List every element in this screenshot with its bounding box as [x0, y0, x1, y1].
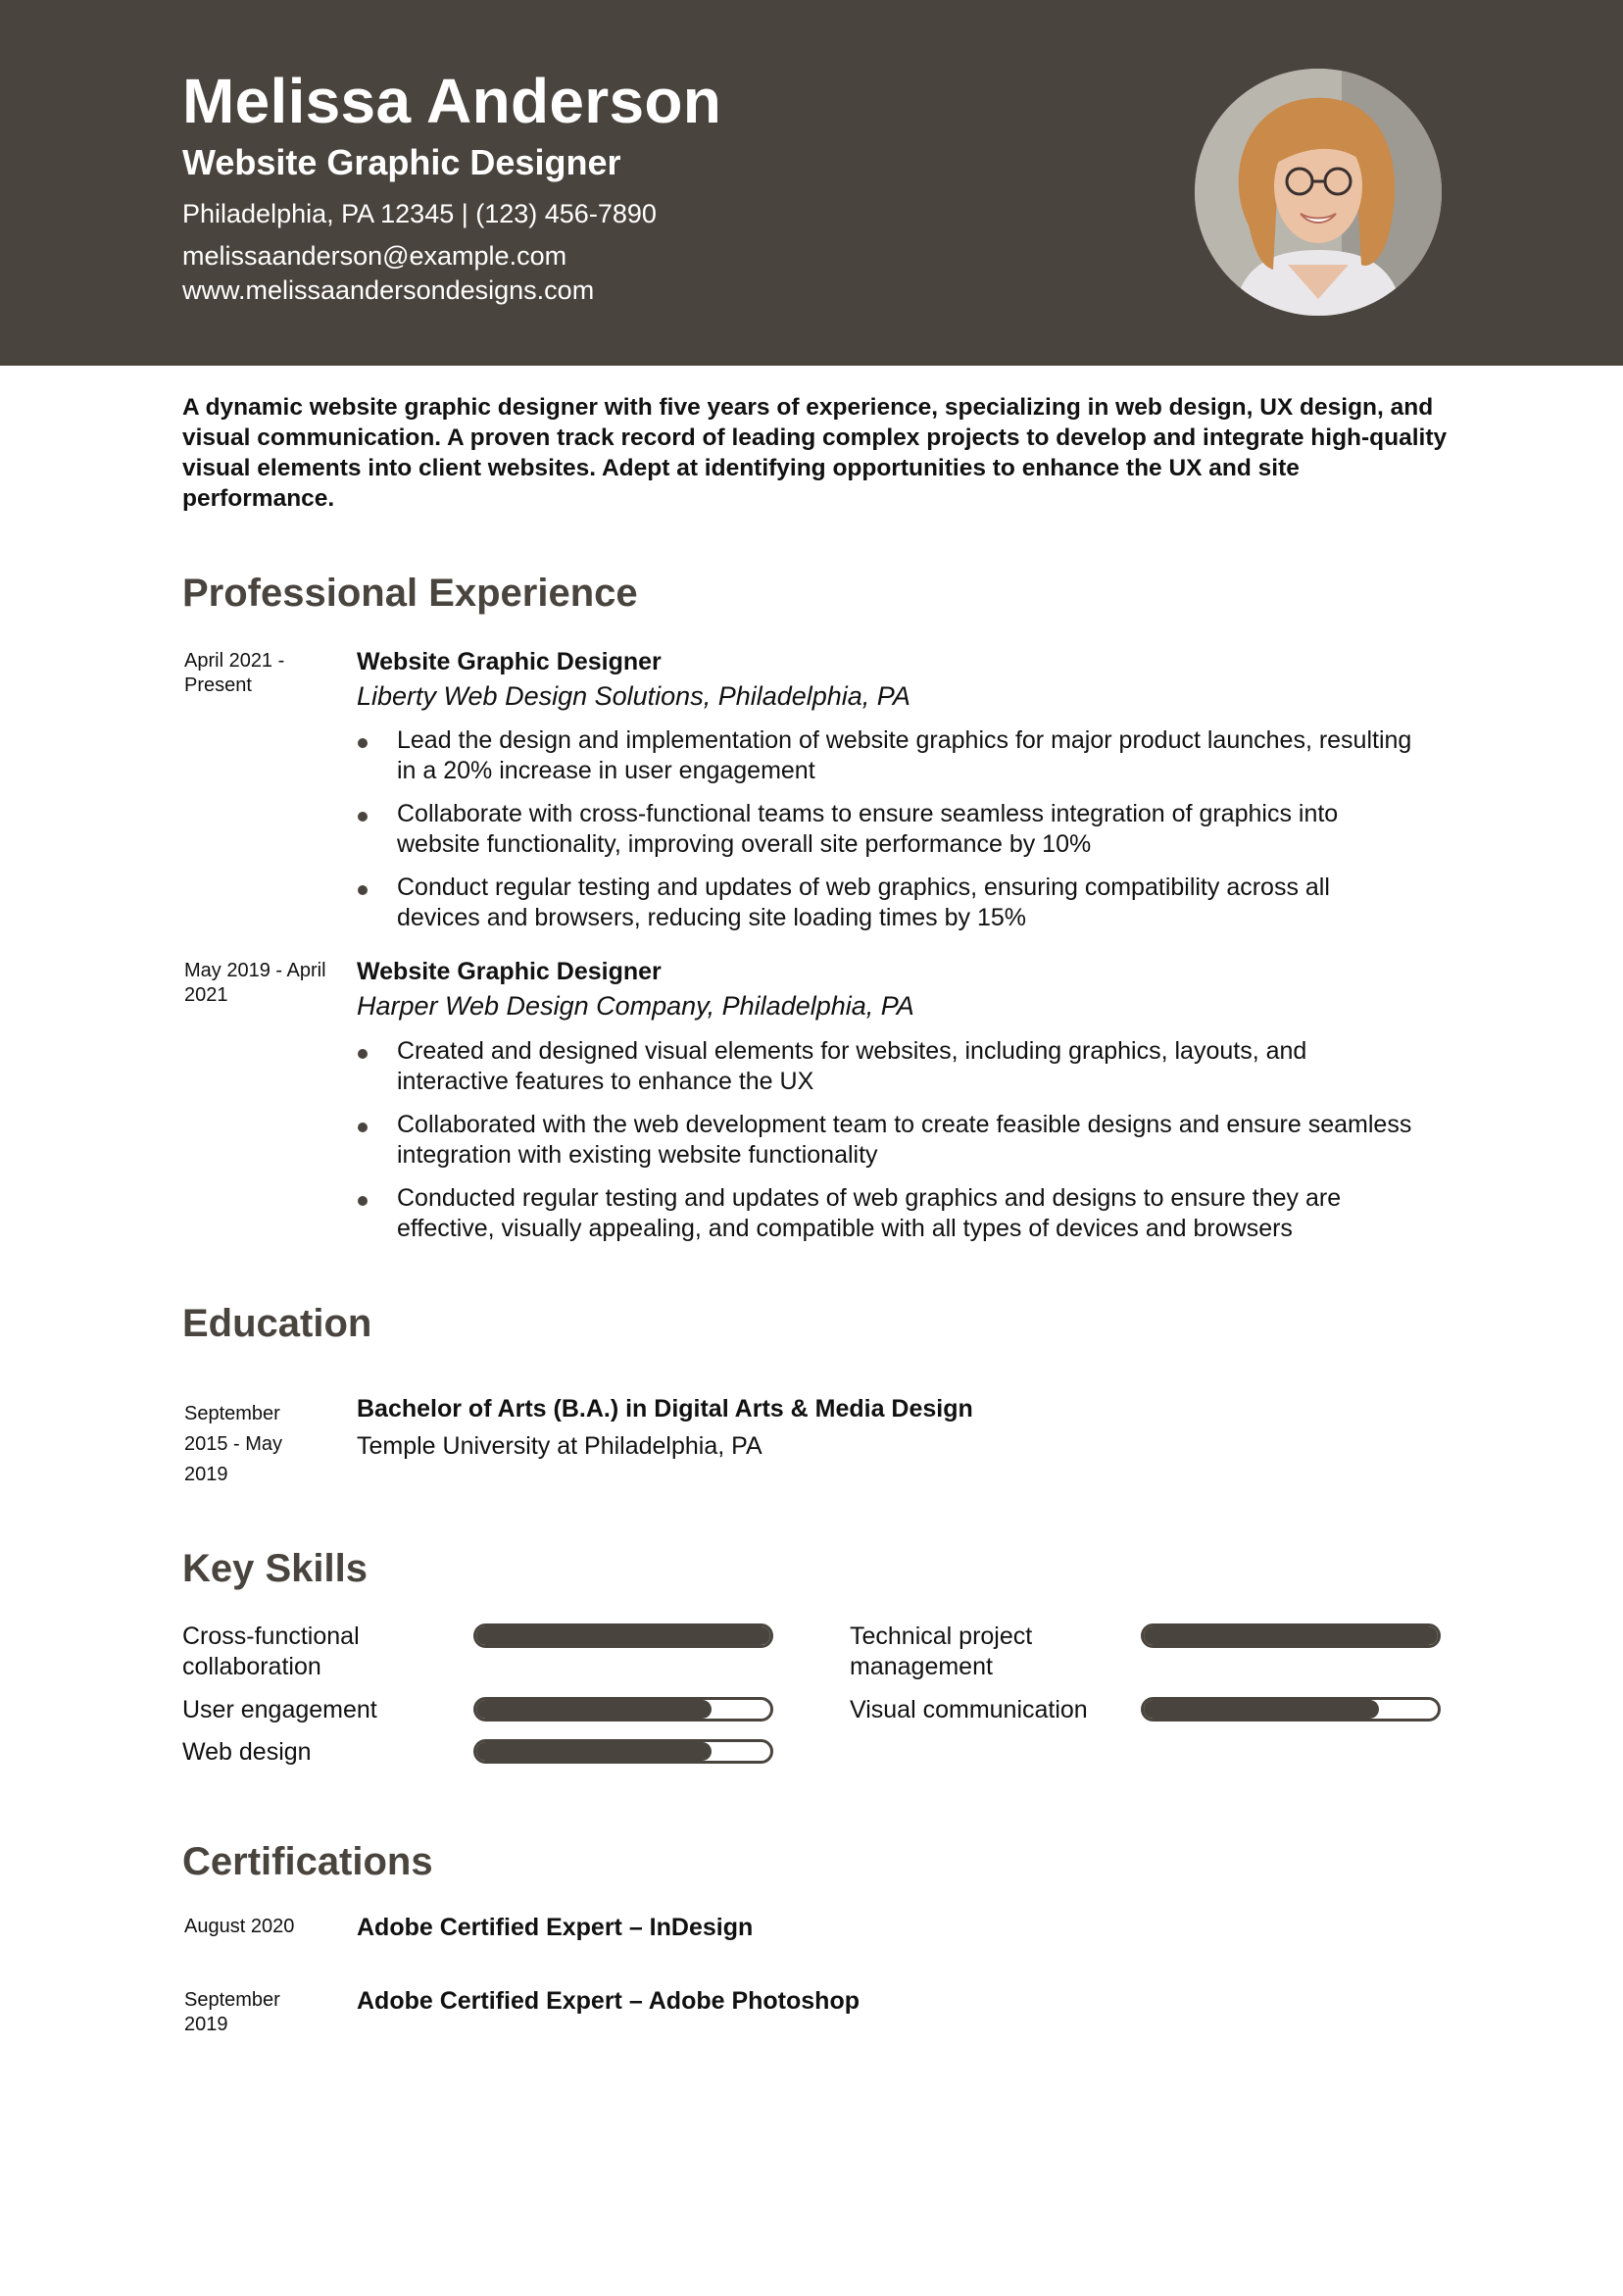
- job-bullet-text: Collaborate with cross-functional teams to ensure seamless integration of graphics into website functionality, improving overall site performance by 10%: [397, 800, 1339, 858]
- location-phone: Philadelphia, PA 12345 | (123) 456-7890: [182, 199, 657, 228]
- education-date: September 2015 - May 2019: [184, 1403, 283, 1485]
- skill-bar: [473, 1697, 773, 1722]
- skill-bar-fill: [1144, 1700, 1379, 1719]
- skill-bar: [1141, 1697, 1441, 1722]
- email-address[interactable]: melissaanderson@example.com: [182, 241, 567, 271]
- certification-date: September 2019: [184, 1989, 280, 2035]
- skill-bar: [473, 1739, 773, 1764]
- job-bullet-text: Conduct regular testing and updates of web graphics, ensuring compatibility across all devices and browsers, reducing site loading times by 15%: [397, 873, 1330, 931]
- skill-bar-fill: [476, 1700, 712, 1719]
- job-bullet-text: Collaborated with the web development team to create feasible designs and ensure seamless integration with existing website functionality: [397, 1111, 1412, 1169]
- job-bullet-list: [357, 1036, 1415, 1257]
- job-bullet-text: Created and designed visual elements for websites, including graphics, layouts, and interactive features to enhance the UX: [397, 1037, 1307, 1095]
- skill-label: Technical project management: [850, 1622, 1033, 1680]
- website-link[interactable]: www.melissaandersondesigns.com: [182, 275, 595, 305]
- profile-photo: [1195, 69, 1442, 316]
- certification-date: August 2020: [184, 1916, 295, 1937]
- certification-name: Adobe Certified Expert – Adobe Photoshop: [357, 1987, 860, 2015]
- section-title-skills: Key Skills: [182, 1547, 369, 1590]
- job-date: April 2021 - Present: [184, 650, 285, 696]
- resume-header: [0, 0, 1623, 366]
- skill-bar: [473, 1623, 773, 1648]
- skill-bar: [1141, 1623, 1441, 1648]
- job-company: Harper Web Design Company, Philadelphia, PA: [357, 991, 914, 1021]
- bullet-dot-icon: [358, 1123, 368, 1132]
- job-title: Website Graphic Designer: [357, 958, 662, 985]
- job-bullet: [357, 1036, 1415, 1097]
- candidate-name: Melissa Anderson: [182, 66, 722, 136]
- job-company: Liberty Web Design Solutions, Philadelphia, PA: [357, 681, 910, 711]
- section-title-experience: Professional Experience: [182, 572, 638, 615]
- skill-bar-fill: [476, 1626, 770, 1645]
- skill-bar-fill: [476, 1742, 712, 1761]
- job-bullet: [357, 873, 1415, 933]
- bullet-dot-icon: [358, 885, 368, 895]
- profile-photo-illustration: [1195, 69, 1442, 316]
- section-title-certifications: Certifications: [182, 1840, 433, 1883]
- job-bullet-text: Conducted regular testing and updates of web graphics and designs to ensure they are effective, visually appealing, and compatible with all types of devices and browsers: [397, 1184, 1342, 1242]
- job-bullet: [357, 1110, 1415, 1171]
- professional-summary: A dynamic website graphic designer with five years of experience, specializing in web design, UX design, and visual communication. A proven track record of leading complex projects to develop and integrate high-quality visual elements into client websites. Adept at identifying opportunities to enhance the UX and site performance.: [182, 394, 1448, 512]
- skill-label: User engagement: [182, 1696, 377, 1723]
- education-degree: Bachelor of Arts (B.A.) in Digital Arts & Media Design: [357, 1395, 973, 1423]
- education-school: Temple University at Philadelphia, PA: [357, 1432, 762, 1460]
- certification-name: Adobe Certified Expert – InDesign: [357, 1914, 754, 1941]
- bullet-dot-icon: [358, 812, 368, 822]
- job-bullet-text: Lead the design and implementation of website graphics for major product launches, resulting in a 20% increase in user engagement: [397, 726, 1412, 784]
- job-bullet: [357, 725, 1415, 786]
- skill-label: Web design: [182, 1738, 312, 1766]
- candidate-title: Website Graphic Designer: [182, 142, 621, 182]
- bullet-dot-icon: [358, 1049, 368, 1059]
- job-title: Website Graphic Designer: [357, 648, 662, 675]
- job-date: May 2019 - April 2021: [184, 960, 326, 1006]
- bullet-dot-icon: [358, 738, 368, 748]
- skill-bar-fill: [1144, 1626, 1438, 1645]
- skill-label: Cross-functional collaboration: [182, 1622, 360, 1680]
- job-bullet: [357, 799, 1415, 860]
- job-bullet: [357, 1183, 1415, 1244]
- bullet-dot-icon: [358, 1196, 368, 1206]
- skill-label: Visual communication: [850, 1696, 1088, 1723]
- job-bullet-list: [357, 725, 1415, 946]
- section-title-education: Education: [182, 1302, 372, 1345]
